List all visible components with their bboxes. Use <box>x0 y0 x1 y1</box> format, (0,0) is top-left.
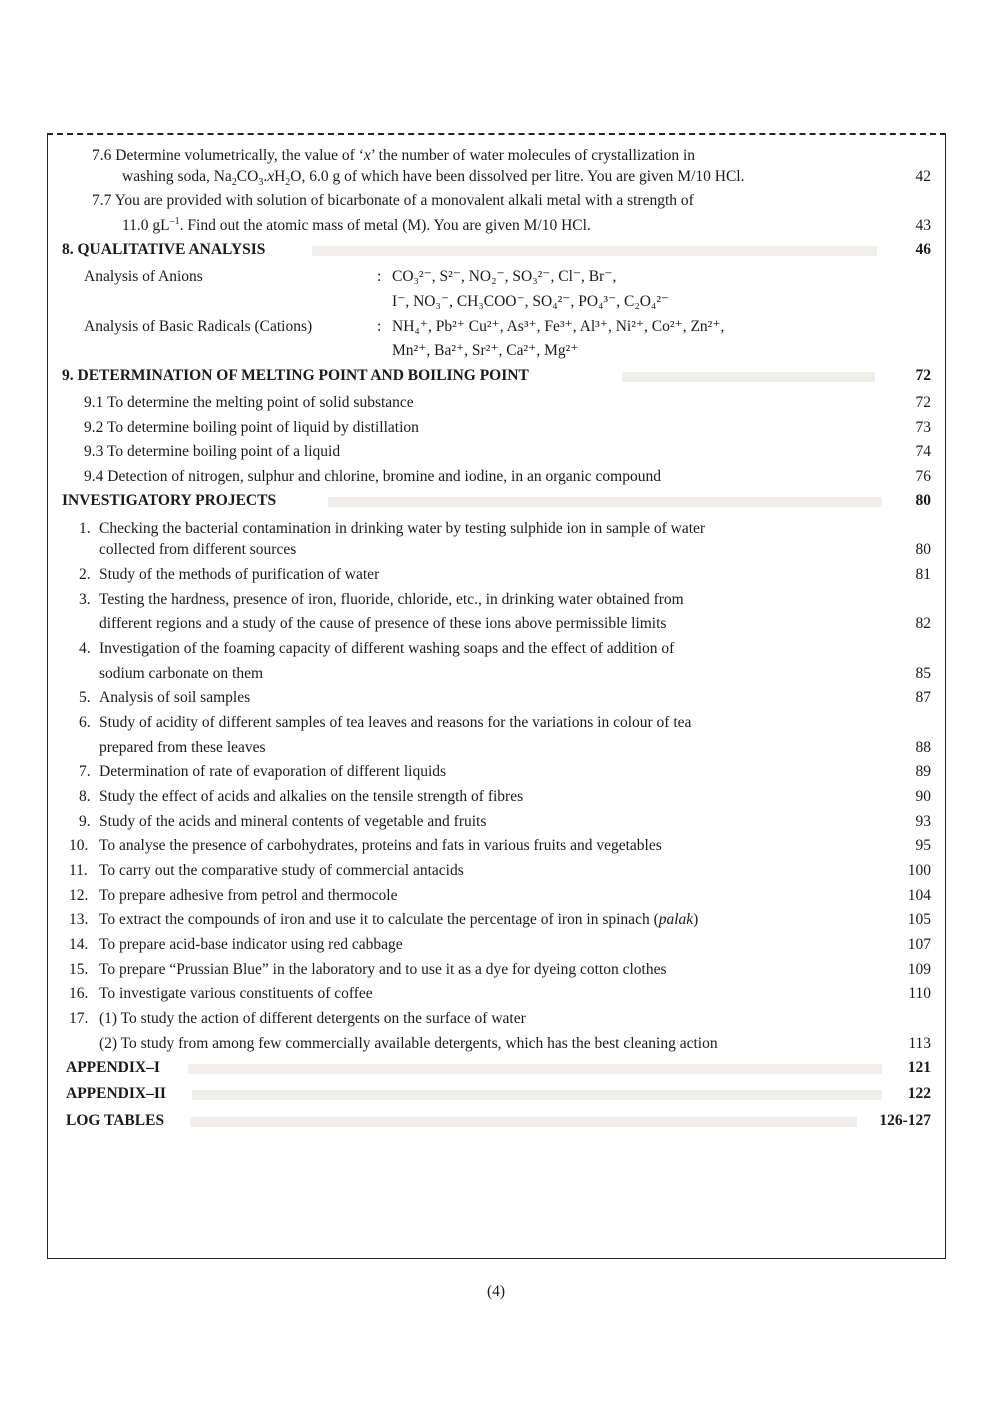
toc-item-7-7-line2 <box>122 216 591 236</box>
log-tables-heading[interactable]: LOG TABLES <box>66 1112 165 1129</box>
page-number: 107 <box>907 936 931 953</box>
project-number: 12. <box>69 887 89 904</box>
page-number: 95 <box>915 837 931 854</box>
page-number: 74 <box>915 443 931 460</box>
project-item-4[interactable]: Investigation of the foaming capacity of different washing soaps and the effect of addition of <box>99 640 675 657</box>
page-number: 81 <box>915 566 931 583</box>
item-text: 11.0 gL <box>122 217 170 234</box>
page-number: 43 <box>915 217 931 234</box>
toc-item-9-1[interactable]: 9.1 To determine the melting point of solid substance <box>84 394 414 411</box>
project-item-12[interactable]: To prepare adhesive from petrol and thermocole <box>99 887 398 904</box>
page-number: 109 <box>907 961 931 978</box>
anions-label: Analysis of Anions <box>84 268 203 285</box>
project-number: 14. <box>69 936 89 953</box>
project-item-17-2[interactable]: (2) To study from among few commercially available detergents, which has the best cleaning action <box>99 1035 718 1052</box>
page-number: 90 <box>915 788 931 805</box>
anions-list: I⁻, NO₃⁻, CH₃COO⁻, SO₄²⁻, PO₄³⁻, C₂O₄²⁻ <box>392 293 670 310</box>
cations-label: Analysis of Basic Radicals (Cations) <box>84 318 313 335</box>
project-number: 4. <box>79 640 91 657</box>
appendix-1-heading[interactable]: APPENDIX–I <box>66 1059 160 1076</box>
page-number: 72 <box>915 367 931 384</box>
page-number: 104 <box>907 887 931 904</box>
page-number: 82 <box>915 615 931 632</box>
page-number: 121 <box>907 1059 931 1076</box>
item-text: ’ the number of water molecules of crystallization in <box>370 147 696 164</box>
project-item-15[interactable]: To prepare “Prussian Blue” in the laboratory and to use it as a dye for dyeing cotton clothes <box>99 961 667 978</box>
page-number: 89 <box>915 763 931 780</box>
section-heading-projects[interactable]: INVESTIGATORY PROJECTS <box>62 492 277 509</box>
item-number: 7.7 <box>92 192 112 209</box>
project-item-text: prepared from these leaves <box>99 739 266 756</box>
heading-leader-bar <box>192 1090 882 1100</box>
toc-item-7-6-line2: washing soda, $Na_2CO_3.xH_2O$, 6.0 g of which have been dissolved per litre. You are given M/10 HCl. <box>122 168 745 189</box>
project-item-text: different regions and a study of the cause of presence of these ions above permissible limits <box>99 615 667 632</box>
project-number: 9. <box>79 813 91 830</box>
project-item-10[interactable]: To analyse the presence of carbohydrates, proteins and fats in various fruits and vegetables <box>99 837 662 854</box>
page-number: 72 <box>915 394 931 411</box>
project-number: 6. <box>79 714 91 731</box>
item-text: O, 6.0 g of which have been dissolved per litre. You are given M/10 HCl. <box>290 168 745 185</box>
page-number: 76 <box>915 468 931 485</box>
page-number: 87 <box>915 689 931 706</box>
project-number: 13. <box>69 911 89 928</box>
item-number: 7.6 <box>92 147 112 164</box>
project-number: 8. <box>79 788 91 805</box>
project-item-11[interactable]: To carry out the comparative study of commercial antacids <box>99 862 464 879</box>
page-number: 42 <box>915 168 931 185</box>
item-text-italic: x <box>363 147 371 164</box>
page-number: 100 <box>907 862 931 879</box>
page-number: 105 <box>907 911 931 928</box>
project-number: 15. <box>69 961 89 978</box>
page-number: 85 <box>915 665 931 682</box>
section-heading-9[interactable]: 9. DETERMINATION OF MELTING POINT AND BOILING POINT <box>62 367 529 384</box>
project-item-text: sodium carbonate on them <box>99 665 263 682</box>
page-number: 80 <box>915 541 931 558</box>
heading-leader-bar <box>622 372 875 382</box>
project-item-5[interactable]: Analysis of soil samples <box>99 689 251 706</box>
heading-leader-bar <box>328 497 882 507</box>
item-text: You are provided with solution of bicarbonate of a monovalent alkali metal with a strength of <box>114 192 694 209</box>
project-item-6[interactable]: Study of acidity of different samples of tea leaves and reasons for the variations in colour of tea <box>99 714 692 731</box>
page-number: 122 <box>907 1085 931 1102</box>
project-item-9[interactable]: Study of the acids and mineral contents of vegetable and fruits <box>99 813 487 830</box>
project-item-13[interactable] <box>99 910 698 930</box>
item-text: . Find out the atomic mass of metal (M). You are given M/10 HCl. <box>179 217 591 234</box>
project-number: 7. <box>79 763 91 780</box>
project-number: 17. <box>69 1010 89 1027</box>
section-heading-8[interactable]: 8. QUALITATIVE ANALYSIS <box>62 241 266 258</box>
toc-item-7-7[interactable] <box>92 191 694 211</box>
heading-leader-bar <box>312 246 877 256</box>
project-number: 11. <box>69 862 88 879</box>
item-text: H <box>274 168 286 185</box>
page-number: 88 <box>915 739 931 756</box>
heading-leader-bar <box>188 1064 882 1074</box>
toc-item-7-6[interactable] <box>92 146 695 166</box>
heading-leader-bar <box>190 1117 857 1127</box>
item-text: Determine volumetrically, the value of ‘ <box>115 147 364 164</box>
project-item-8[interactable]: Study the effect of acids and alkalies on the tensile strength of fibres <box>99 788 524 805</box>
item-text: . <box>263 168 268 185</box>
project-item-2[interactable]: Study of the methods of purification of water <box>99 566 380 583</box>
project-number: 10. <box>69 837 89 854</box>
page-number: 73 <box>915 419 931 436</box>
superscript: –1 <box>169 215 180 227</box>
project-item-16[interactable]: To investigate various constituents of coffee <box>99 985 373 1002</box>
project-item-14[interactable]: To prepare acid-base indicator using red cabbage <box>99 936 403 953</box>
project-item-3[interactable]: Testing the hardness, presence of iron, fluoride, chloride, etc., in drinking water obtained from <box>99 591 684 608</box>
page-number: 110 <box>908 985 931 1002</box>
anions-list: CO₃²⁻, S²⁻, NO₂⁻, SO₃²⁻, Cl⁻, Br⁻, <box>392 268 617 285</box>
cations-list: NH₄⁺, Pb²⁺ Cu²⁺, As³⁺, Fe³⁺, Al³⁺, Ni²⁺, Co²⁺, Zn²⁺, <box>392 318 725 335</box>
project-number: 5. <box>79 689 91 706</box>
colon: : <box>377 318 382 335</box>
item-text: CO <box>236 168 259 185</box>
appendix-2-heading[interactable]: APPENDIX–II <box>66 1085 166 1102</box>
project-item-text: collected from different sources <box>99 541 297 558</box>
page-number: 113 <box>908 1035 931 1052</box>
project-number: 2. <box>79 566 91 583</box>
toc-item-9-2[interactable]: 9.2 To determine boiling point of liquid by distillation <box>84 419 419 436</box>
toc-item-9-3[interactable]: 9.3 To determine boiling point of a liquid <box>84 443 341 460</box>
page-number: 80 <box>915 492 931 509</box>
project-number: 1. <box>79 520 91 537</box>
cations-list: Mn²⁺, Ba²⁺, Sr²⁺, Ca²⁺, Mg²⁺ <box>392 342 579 359</box>
project-item-17[interactable]: (1) To study the action of different detergents on the surface of water <box>99 1010 526 1027</box>
colon: : <box>377 268 382 285</box>
item-text: To extract the compounds of iron and use it to calculate the percentage of iron in spinach ( <box>99 911 659 928</box>
page-number: 46 <box>915 241 931 258</box>
item-text-italic: palak <box>658 911 694 928</box>
project-number: 3. <box>79 591 91 608</box>
page-number: 126-127 <box>879 1112 931 1129</box>
project-item-1[interactable]: Checking the bacterial contamination in drinking water by testing sulphide ion in sample of water <box>99 520 706 537</box>
page-footer-number: (4) <box>486 1283 506 1300</box>
project-number: 16. <box>69 985 89 1002</box>
item-text: washing soda, Na <box>122 168 232 185</box>
project-item-7[interactable]: Determination of rate of evaporation of different liquids <box>99 763 447 780</box>
toc-item-9-4[interactable]: 9.4 Detection of nitrogen, sulphur and chlorine, bromine and iodine, in an organic compound <box>84 468 661 485</box>
item-text-italic: x <box>267 168 275 185</box>
page-number: 93 <box>915 813 931 830</box>
item-text: ) <box>693 911 699 928</box>
